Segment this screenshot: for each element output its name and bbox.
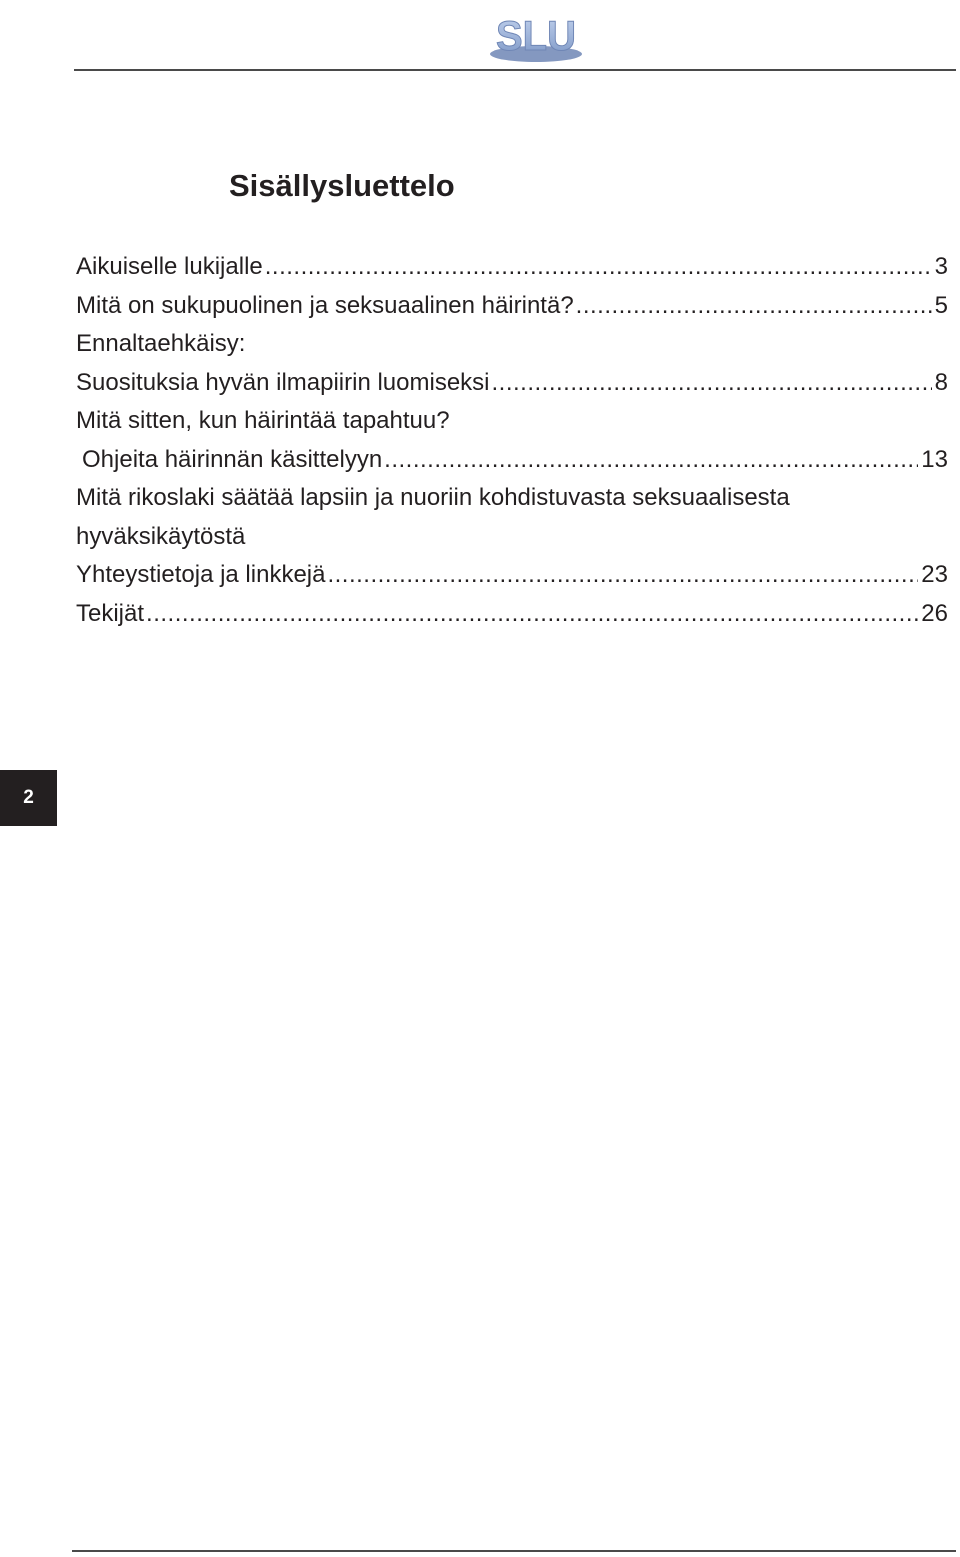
toc-entry-heading [76,518,948,557]
toc-leader [265,248,932,287]
toc-leader [384,441,918,480]
toc-entry-text: Tekijät [76,599,145,627]
toc-entry-text: Mitä rikoslaki säätää lapsiin ja nuoriin kohdistuvasta seksuaalisesta [76,484,790,511]
toc-entry-text: Suosituksia hyvän ilmapiirin luomiseksi [76,368,490,396]
toc-page-number: 13 [921,445,948,473]
toc-page-number: 3 [934,253,948,280]
toc-entry-text: Mitä sitten, kun häirintää tapahtuu? [76,407,450,434]
header-rule [74,69,956,71]
footer-rule [72,1550,956,1552]
page-number-tab [0,770,57,826]
logo-text: SLU [496,12,576,59]
toc-entry-text: hyväksikäytöstä [76,522,246,550]
toc-page-number: 26 [921,599,948,627]
toc-entry-heading [76,479,948,518]
page-title: Sisällysluettelo [229,168,455,203]
toc-entry[interactable] [76,364,948,403]
toc-entry-text: Yhteystietoja ja linkkejä [76,561,326,588]
toc-entry-text: Aikuiselle lukijalle [76,253,263,280]
toc-entry[interactable] [76,556,948,595]
slu-logo [484,6,588,66]
page-number: 2 [23,787,34,808]
toc-entry[interactable] [76,441,948,480]
toc-entry-text: Ennaltaehkäisy: [76,330,246,357]
toc-entry[interactable] [76,595,948,634]
toc-page-number: 23 [921,561,948,588]
toc-entry-heading [76,402,948,441]
toc-page-number: 8 [934,368,948,396]
toc-entry-text: Mitä on sukupuolinen ja seksuaalinen häirintä? [76,291,574,319]
toc-leader [327,556,918,595]
toc-leader [576,287,932,326]
toc-page-number: 5 [934,291,948,319]
toc-entry[interactable] [76,287,948,326]
toc-entry-text: Ohjeita häirinnän käsittelyyn [82,445,383,473]
table-of-contents [76,248,948,633]
toc-entry[interactable] [76,248,948,287]
toc-leader [146,595,918,634]
toc-entry-heading [76,325,948,364]
toc-leader [492,364,932,403]
